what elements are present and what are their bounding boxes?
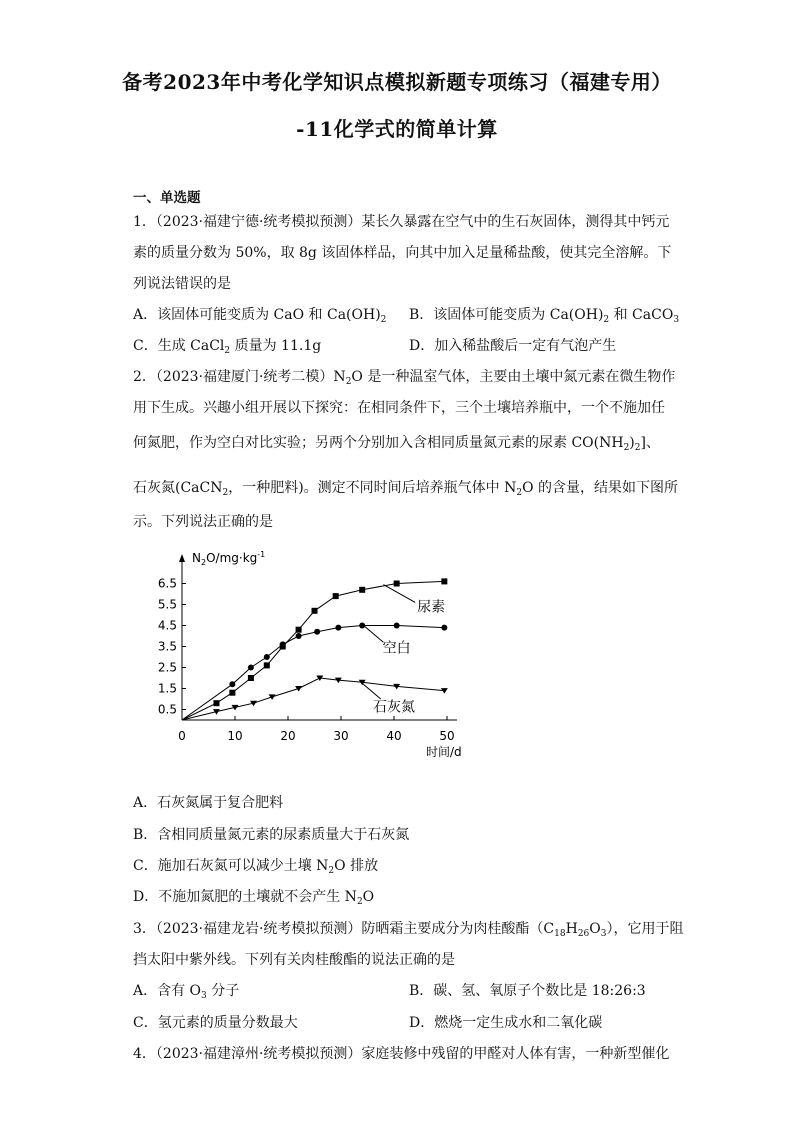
x-tick-label: 40 [386, 729, 402, 743]
n2o-line-chart [157, 545, 480, 770]
q4-stem-line-1: 4．（2023·福建漳州·统考模拟预测）家庭装修中残留的甲醛对人体有害，一种新型催化 [133, 1046, 670, 1062]
legend-leader-line [362, 683, 381, 699]
x-axis-label: 时间/d [426, 745, 462, 759]
data-point-circle [280, 641, 286, 647]
data-point-square [333, 593, 339, 599]
q1-option-b[interactable]: B．该固体可能变质为 $Ca(OH)_2$ 和 CaCO$_3$ [409, 307, 680, 325]
y-tick-label: 5.5 [157, 597, 177, 612]
y-tick-label: 1.5 [157, 681, 177, 696]
data-point-square [264, 662, 270, 668]
data-point-circle [229, 681, 235, 687]
data-point-circle [248, 665, 254, 671]
data-point-circle [296, 633, 302, 639]
data-point-circle [335, 625, 341, 631]
q1-option-d[interactable]: D．加入稀盐酸后一定有气泡产生 [409, 338, 617, 354]
data-point-square [359, 587, 365, 593]
y-tick-label: 2.5 [157, 660, 177, 675]
q2-option-a[interactable]: A．石灰氮属于复合肥料 [133, 795, 284, 811]
legend-leader-line [383, 585, 415, 603]
x-tick-label: 10 [227, 729, 243, 743]
q3-option-b[interactable]: B．碳、氢、氧原子个数比是 18:26:3 [409, 983, 646, 999]
data-point-circle [314, 629, 320, 635]
q2-option-b[interactable]: B．含相同质量氮元素的尿素质量大于石灰氮 [133, 827, 410, 843]
series-label: 空白 [382, 640, 411, 657]
q2-stem-line-4: 石灰氮(CaCN$_2$，一种肥料)。测定不同时间后培养瓶气体中 $N_2O$ 的含量，结果如下图所 [133, 480, 679, 498]
q1-option-a[interactable]: A．该固体可能变质为 CaO 和 $Ca(OH)_2$ [133, 307, 387, 325]
x-tick-label: 30 [333, 729, 349, 743]
y-axis-arrow [179, 554, 185, 562]
data-point-square [312, 608, 318, 614]
y-tick-label: 6.5 [157, 576, 177, 591]
data-point-triangle [295, 686, 302, 692]
legend-leader-line [365, 627, 384, 643]
x-tick-label: 50 [439, 729, 455, 743]
q1-stem-line-1: 1．（2023·福建宁德·统考模拟预测）某长久暴露在空气中的生石灰固体，测得其中钙元 [133, 214, 670, 230]
data-point-square [441, 578, 447, 584]
q2-stem-line-3: 何氮肥，作为空白对比实验；另两个分别加入含相同质量氮元素的尿素 $CO(NH_2)_2$]、 [133, 435, 660, 453]
y-tick-label: 4.5 [157, 618, 177, 633]
q3-stem-line-2: 挡太阳中紫外线。下列有关肉桂酸酯的说法正确的是 [133, 952, 455, 968]
section-heading: 一、单选题 [133, 190, 201, 206]
data-point-square [229, 690, 235, 696]
q2-stem-line-2: 用下生成。兴趣小组开展以下探究：在相同条件下，三个土壤培养瓶中，一个不施加任 [133, 400, 665, 416]
q3-option-c[interactable]: C．氢元素的质量分数最大 [133, 1015, 298, 1031]
data-point-square [248, 675, 254, 681]
y-tick-label: 0.5 [157, 702, 177, 717]
q3-option-d[interactable]: D．燃烧一定生成水和二氧化碳 [409, 1015, 603, 1031]
q2-option-d[interactable]: D．不施加氮肥的土壤就不会产生 $N_2O$ [133, 889, 375, 907]
data-point-triangle [269, 694, 276, 700]
x-tick-label: 20 [280, 729, 296, 743]
q3-option-a[interactable]: A．含有 $O_3$ 分子 [133, 983, 240, 1001]
series-label: 尿素 [417, 599, 446, 616]
page-title: 备考2023年中考化学知识点模拟新题专项练习（福建专用） [122, 70, 672, 94]
data-point-square [296, 627, 302, 633]
y-tick-label: 3.5 [157, 639, 177, 654]
data-point-square [394, 581, 400, 587]
data-point-circle [441, 625, 447, 631]
q2-stem-line-1: 2．（2023·福建厦门·统考二模）$N_2O$ 是一种温室气体，主要由土壤中氮元素在微生物作 [133, 369, 676, 387]
q3-stem-line-1: 3．（2023·福建龙岩·统考模拟预测）防晒霜主要成分为肉桂酸酯$(C_{18}H_{26}O_3)$，它用于阻 [133, 921, 684, 939]
q1-option-c[interactable]: C．生成 CaCl$_2$ 质量为 11.1g [133, 338, 322, 356]
q1-stem-line-2: 素的质量分数为 50%，取 8g 该固体样品，向其中加入足量稀盐酸，使其完全溶解。下 [133, 245, 672, 261]
data-point-circle [359, 623, 365, 629]
data-point-circle [394, 623, 400, 629]
x-tick-label: 0 [178, 729, 186, 743]
data-point-circle [264, 654, 270, 660]
page-subtitle: -11化学式的简单计算 [296, 117, 498, 141]
q2-option-c[interactable]: C．施加石灰氮可以减少土壤 $N_2O$ 排放 [133, 858, 379, 876]
series-label: 石灰氮 [373, 699, 415, 716]
q1-stem-line-3: 列说法错误的是 [133, 276, 231, 292]
data-point-square [213, 700, 219, 706]
y-axis-label: N2O/mg·kg-1 [192, 550, 266, 567]
q2-stem-line-5: 示。下列说法正确的是 [133, 514, 273, 530]
